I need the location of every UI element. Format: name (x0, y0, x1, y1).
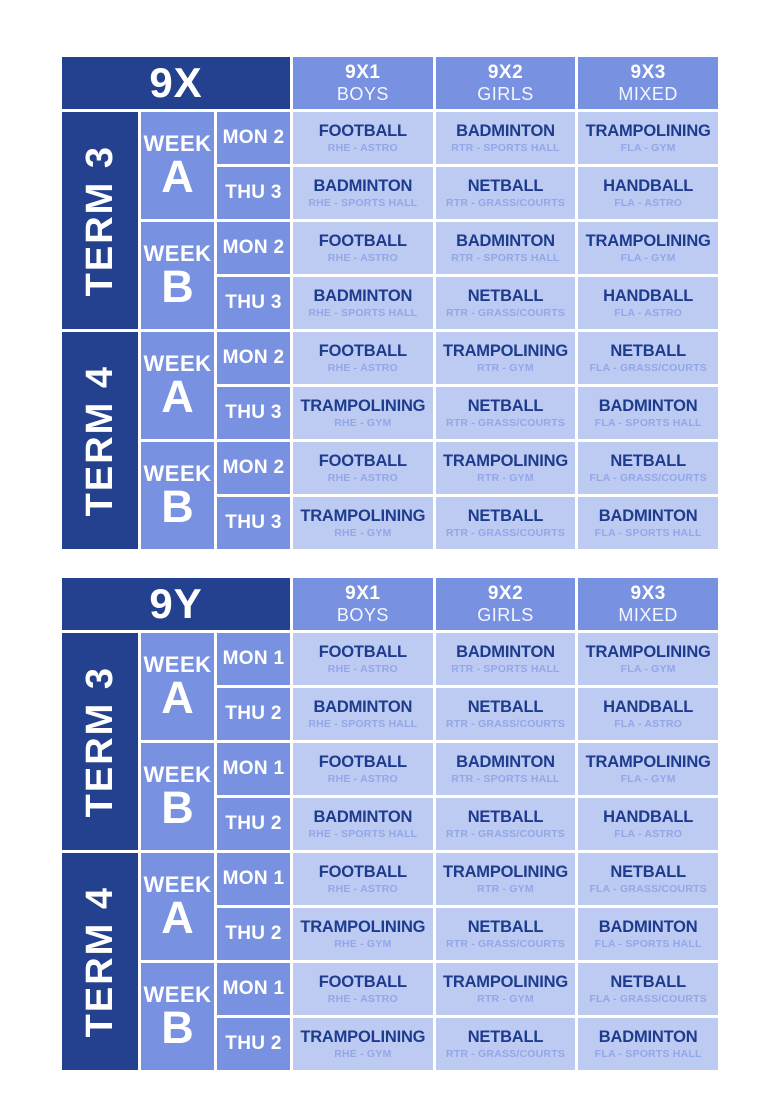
week-letter: B (161, 781, 194, 833)
day-label: MON 1 (222, 758, 285, 779)
venue-label: RTR - GYM (477, 883, 534, 896)
activity-cell (578, 497, 718, 549)
day-label: THU 3 (225, 512, 282, 533)
term-label: TERM 4 (78, 364, 121, 517)
venue-label: RTR - GRASS/COURTS (445, 527, 566, 540)
class-group-cell (62, 57, 290, 109)
sport-name: FOOTBALL (318, 973, 407, 992)
sport-name: TRAMPOLINING (442, 452, 568, 471)
week-cell (141, 743, 214, 850)
column-header-9x2 (436, 57, 576, 109)
activity-cell (436, 112, 576, 164)
sport-name: BADMINTON (313, 698, 413, 717)
day-cell (217, 1018, 290, 1070)
activity-cell (293, 387, 433, 439)
sport-name: NETBALL (467, 918, 544, 937)
activity-cell (293, 442, 433, 494)
sport-name: FOOTBALL (318, 863, 407, 882)
column-header-9x1 (293, 578, 433, 630)
sport-name: BADMINTON (456, 753, 555, 772)
day-label: MON 2 (222, 237, 285, 258)
activity-cell (578, 798, 718, 850)
venue-label: RHE - ASTRO (327, 362, 398, 375)
week-cell (141, 963, 214, 1070)
venue-label: RHE - SPORTS HALL (308, 307, 418, 320)
sport-name: TRAMPOLINING (585, 232, 711, 251)
venue-label: RHE - ASTRO (327, 773, 398, 786)
sport-name: NETBALL (467, 1028, 544, 1047)
sport-name: TRAMPOLINING (585, 753, 711, 772)
venue-label: RHE - GYM (334, 1048, 392, 1061)
week-label: WEEK (143, 460, 212, 486)
day-cell (217, 332, 290, 384)
day-label: MON 2 (222, 347, 285, 368)
day-cell (217, 112, 290, 164)
activity-cell (436, 332, 576, 384)
venue-label: RHE - GYM (334, 938, 392, 951)
activity-cell (578, 908, 718, 960)
activity-cell (578, 853, 718, 905)
term-cell (62, 332, 138, 549)
venue-label: RTR - SPORTS HALL (451, 252, 560, 265)
venue-label: FLA - ASTRO (614, 718, 683, 731)
sport-name: NETBALL (467, 698, 544, 717)
week-label: WEEK (143, 130, 212, 156)
sport-name: TRAMPOLINING (300, 918, 426, 937)
term-cell (62, 112, 138, 329)
term-cell (62, 853, 138, 1070)
activity-cell (293, 853, 433, 905)
week-cell (141, 442, 214, 549)
sport-name: NETBALL (467, 507, 544, 526)
activity-cell (436, 853, 576, 905)
week-letter: B (161, 480, 194, 532)
venue-label: RTR - GYM (477, 362, 534, 375)
sport-name: FOOTBALL (318, 643, 407, 662)
venue-label: RTR - SPORTS HALL (451, 663, 560, 676)
day-label: THU 2 (225, 703, 282, 724)
week-letter: A (161, 891, 194, 943)
venue-label: FLA - SPORTS HALL (594, 527, 702, 540)
venue-label: FLA - SPORTS HALL (594, 938, 702, 951)
class-group-title: 9Y (149, 580, 203, 627)
sport-name: BADMINTON (598, 507, 698, 526)
venue-label: RHE - ASTRO (327, 472, 398, 485)
venue-label: RHE - ASTRO (327, 252, 398, 265)
venue-label: RHE - GYM (334, 527, 392, 540)
sport-name: TRAMPOLINING (300, 1028, 426, 1047)
venue-label: RTR - GRASS/COURTS (445, 828, 566, 841)
day-label: THU 3 (225, 292, 282, 313)
venue-label: RHE - ASTRO (327, 663, 398, 676)
day-label: MON 1 (222, 868, 285, 889)
term-label: TERM 4 (78, 885, 121, 1038)
venue-label: RTR - GRASS/COURTS (445, 307, 566, 320)
activity-cell (436, 497, 576, 549)
activity-cell (436, 798, 576, 850)
venue-label: RTR - GRASS/COURTS (445, 938, 566, 951)
activity-cell (293, 798, 433, 850)
week-label: WEEK (143, 871, 212, 897)
activity-cell (293, 497, 433, 549)
activity-cell (436, 442, 576, 494)
day-label: MON 2 (222, 457, 285, 478)
sport-name: TRAMPOLINING (442, 342, 568, 361)
venue-label: RTR - SPORTS HALL (451, 142, 560, 155)
day-label: THU 2 (225, 923, 282, 944)
activity-cell (293, 1018, 433, 1070)
term-label: TERM 3 (78, 144, 121, 297)
activity-cell (293, 112, 433, 164)
sport-name: BADMINTON (456, 122, 555, 141)
sport-name: NETBALL (467, 808, 544, 827)
venue-label: RHE - SPORTS HALL (308, 718, 418, 731)
day-cell (217, 908, 290, 960)
week-letter: B (161, 1001, 194, 1053)
activity-cell (578, 387, 718, 439)
week-letter: B (161, 260, 194, 312)
sport-name: FOOTBALL (318, 753, 407, 772)
week-label: WEEK (143, 350, 212, 376)
sport-name: TRAMPOLINING (442, 973, 568, 992)
activity-cell (578, 743, 718, 795)
day-label: THU 3 (225, 182, 282, 203)
sport-name: FOOTBALL (318, 232, 407, 251)
sport-name: TRAMPOLINING (442, 863, 568, 882)
activity-cell (293, 688, 433, 740)
column-type: GIRLS (477, 83, 534, 104)
column-header-9x3 (578, 57, 718, 109)
activity-cell (436, 633, 576, 685)
sport-name: FOOTBALL (318, 122, 407, 141)
sport-name: FOOTBALL (318, 342, 407, 361)
sport-name: NETBALL (610, 342, 686, 361)
venue-label: FLA - ASTRO (614, 307, 683, 320)
week-label: WEEK (143, 761, 212, 787)
venue-label: RHE - ASTRO (327, 142, 398, 155)
day-cell (217, 963, 290, 1015)
column-header-9x2 (436, 578, 576, 630)
term-label: TERM 3 (78, 665, 121, 818)
venue-label: RTR - GRASS/COURTS (445, 718, 566, 731)
sport-name: BADMINTON (313, 177, 413, 196)
activity-cell (436, 743, 576, 795)
week-letter: A (161, 671, 194, 723)
activity-cell (578, 277, 718, 329)
sport-name: NETBALL (610, 863, 686, 882)
activity-cell (578, 167, 718, 219)
activity-cell (293, 963, 433, 1015)
column-code: 9X1 (345, 62, 381, 84)
activity-cell (293, 167, 433, 219)
class-group-cell (62, 578, 290, 630)
day-cell (217, 853, 290, 905)
day-label: MON 2 (222, 127, 285, 148)
day-cell (217, 743, 290, 795)
venue-label: RHE - ASTRO (327, 993, 398, 1006)
day-cell (217, 387, 290, 439)
venue-label: FLA - ASTRO (614, 197, 683, 210)
activity-cell (436, 222, 576, 274)
sport-name: HANDBALL (603, 177, 694, 196)
venue-label: FLA - GYM (620, 773, 676, 786)
venue-label: RTR - GRASS/COURTS (445, 417, 566, 430)
day-cell (217, 222, 290, 274)
activity-cell (436, 688, 576, 740)
activity-cell (436, 1018, 576, 1070)
sport-name: BADMINTON (313, 287, 413, 306)
day-cell (217, 497, 290, 549)
column-type: BOYS (336, 83, 389, 104)
column-type: MIXED (618, 83, 678, 104)
activity-cell (578, 633, 718, 685)
activity-cell (436, 277, 576, 329)
column-code: 9X1 (345, 583, 381, 605)
sport-name: HANDBALL (603, 808, 694, 827)
activity-cell (436, 387, 576, 439)
week-label: WEEK (143, 651, 212, 677)
column-type: GIRLS (477, 604, 534, 625)
venue-label: RTR - GRASS/COURTS (445, 197, 566, 210)
week-letter: A (161, 370, 194, 422)
activity-cell (293, 277, 433, 329)
activity-cell (578, 222, 718, 274)
activity-cell (578, 332, 718, 384)
day-label: THU 3 (225, 402, 282, 423)
day-cell (217, 798, 290, 850)
sport-name: FOOTBALL (318, 452, 407, 471)
sport-name: BADMINTON (598, 1028, 698, 1047)
day-cell (217, 688, 290, 740)
column-type: MIXED (618, 604, 678, 625)
venue-label: FLA - GRASS/COURTS (589, 472, 707, 485)
venue-label: FLA - SPORTS HALL (594, 417, 702, 430)
venue-label: RHE - SPORTS HALL (308, 197, 418, 210)
venue-label: RHE - ASTRO (327, 883, 398, 896)
column-type: BOYS (336, 604, 389, 625)
week-label: WEEK (143, 981, 212, 1007)
activity-cell (293, 743, 433, 795)
timetable-9y (62, 578, 718, 1070)
column-header-9x1 (293, 57, 433, 109)
venue-label: FLA - SPORTS HALL (594, 1048, 702, 1061)
week-letter: A (161, 150, 194, 202)
activity-cell (436, 963, 576, 1015)
venue-label: FLA - GYM (620, 663, 676, 676)
activity-cell (293, 908, 433, 960)
activity-cell (436, 908, 576, 960)
sport-name: NETBALL (610, 973, 686, 992)
sport-name: BADMINTON (456, 643, 555, 662)
week-label: WEEK (143, 240, 212, 266)
venue-label: RTR - GYM (477, 472, 534, 485)
venue-label: RTR - GYM (477, 993, 534, 1006)
timetable-9x (62, 57, 718, 549)
venue-label: FLA - ASTRO (614, 828, 683, 841)
sport-name: NETBALL (467, 177, 544, 196)
class-group-title: 9X (149, 59, 203, 106)
activity-cell (578, 442, 718, 494)
sport-name: NETBALL (467, 397, 544, 416)
week-cell (141, 633, 214, 740)
day-cell (217, 633, 290, 685)
day-cell (217, 442, 290, 494)
venue-label: FLA - GRASS/COURTS (589, 883, 707, 896)
activity-cell (293, 332, 433, 384)
sport-name: TRAMPOLINING (585, 122, 711, 141)
sport-name: NETBALL (467, 287, 544, 306)
sport-name: HANDBALL (603, 698, 694, 717)
column-code: 9X2 (487, 62, 524, 84)
activity-cell (578, 112, 718, 164)
venue-label: RHE - SPORTS HALL (308, 828, 418, 841)
sport-name: BADMINTON (598, 397, 698, 416)
sport-name: BADMINTON (313, 808, 413, 827)
week-cell (141, 853, 214, 960)
venue-label: RTR - SPORTS HALL (451, 773, 560, 786)
sport-name: TRAMPOLINING (300, 397, 426, 416)
day-label: MON 1 (222, 978, 285, 999)
venue-label: FLA - GRASS/COURTS (589, 362, 707, 375)
week-cell (141, 222, 214, 329)
day-label: THU 2 (225, 1033, 282, 1054)
activity-cell (578, 1018, 718, 1070)
sport-name: HANDBALL (603, 287, 694, 306)
venue-label: FLA - GRASS/COURTS (589, 993, 707, 1006)
column-code: 9X2 (487, 583, 524, 605)
activity-cell (293, 222, 433, 274)
venue-label: FLA - GYM (620, 142, 676, 155)
column-code: 9X3 (630, 62, 666, 84)
week-cell (141, 112, 214, 219)
venue-label: RTR - GRASS/COURTS (445, 1048, 566, 1061)
sport-name: NETBALL (610, 452, 686, 471)
venue-label: FLA - GYM (620, 252, 676, 265)
sport-name: TRAMPOLINING (300, 507, 426, 526)
day-label: THU 2 (225, 813, 282, 834)
day-label: MON 1 (222, 648, 285, 669)
activity-cell (436, 167, 576, 219)
venue-label: RHE - GYM (334, 417, 392, 430)
activity-cell (578, 688, 718, 740)
day-cell (217, 277, 290, 329)
day-cell (217, 167, 290, 219)
activity-cell (293, 633, 433, 685)
term-cell (62, 633, 138, 850)
sport-name: TRAMPOLINING (585, 643, 711, 662)
sport-name: BADMINTON (456, 232, 555, 251)
week-cell (141, 332, 214, 439)
column-header-9x3 (578, 578, 718, 630)
activity-cell (578, 963, 718, 1015)
sport-name: BADMINTON (598, 918, 698, 937)
column-code: 9X3 (630, 583, 666, 605)
